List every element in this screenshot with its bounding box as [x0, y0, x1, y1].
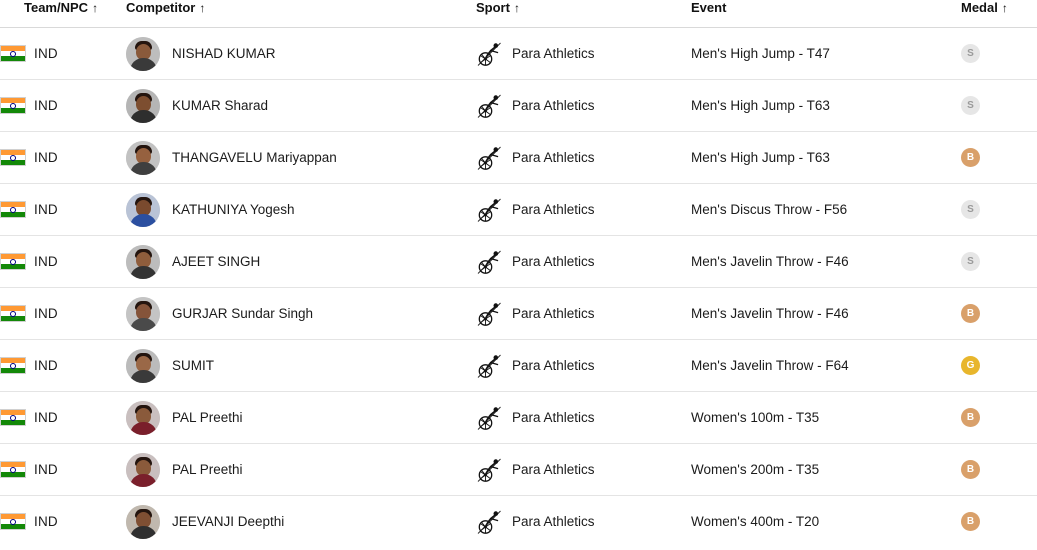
cell-event [691, 236, 961, 288]
competitor-name[interactable]: JEEVANJI Deepthi [172, 514, 285, 530]
para-athletics-icon [476, 405, 502, 431]
competitor-name[interactable]: KATHUNIYA Yogesh [172, 202, 295, 217]
column-header-team-npc[interactable] [0, 0, 126, 28]
india-flag-icon [0, 357, 26, 374]
cell-team-npc [0, 392, 126, 444]
table-row[interactable] [0, 496, 1037, 548]
event-name[interactable]: Women's 100m - T35 [691, 410, 820, 425]
cell-event [691, 444, 961, 496]
table-row[interactable] [0, 132, 1037, 184]
sort-ascending-icon[interactable]: ↑ [1001, 1, 1008, 15]
column-header-sport[interactable] [476, 0, 691, 28]
medal-badge: S [961, 252, 980, 271]
sport-name[interactable]: Para Athletics [512, 514, 595, 530]
avatar [126, 141, 160, 175]
competitor-name[interactable]: AJEET SINGH [172, 254, 261, 269]
event-name[interactable]: Men's Javelin Throw - F46 [691, 254, 849, 269]
sport-name[interactable]: Para Athletics [512, 150, 595, 165]
cell-medal [961, 80, 1037, 132]
sort-ascending-icon[interactable]: ↑ [513, 1, 520, 15]
cell-medal [961, 340, 1037, 392]
avatar [126, 89, 160, 123]
india-flag-icon [0, 253, 26, 270]
event-name[interactable]: Men's High Jump - T47 [691, 46, 830, 61]
table-row[interactable] [0, 80, 1037, 132]
event-name[interactable]: Women's 200m - T35 [691, 462, 820, 477]
cell-event [691, 28, 961, 80]
cell-sport [476, 444, 691, 496]
sport-name[interactable]: Para Athletics [512, 358, 595, 373]
india-flag-icon [0, 461, 26, 478]
column-header-event[interactable] [691, 0, 961, 28]
table-row[interactable] [0, 444, 1037, 496]
avatar [126, 505, 160, 539]
table-body [0, 28, 1037, 548]
competitor-name[interactable]: SUMIT [172, 358, 214, 373]
team-npc-code: IND [34, 514, 58, 530]
table-row[interactable] [0, 236, 1037, 288]
competitor-name[interactable]: THANGAVELU Mariyappan [172, 150, 337, 165]
cell-sport [476, 236, 691, 288]
column-header-sport-label: Sport [476, 0, 510, 15]
medal-badge: B [961, 408, 980, 427]
para-athletics-icon [476, 197, 502, 223]
team-npc-code: IND [34, 98, 58, 113]
table-row[interactable] [0, 392, 1037, 444]
sort-ascending-icon[interactable]: ↑ [92, 1, 99, 15]
avatar [126, 297, 160, 331]
competitor-name[interactable]: KUMAR Sharad [172, 98, 269, 113]
cell-medal [961, 392, 1037, 444]
cell-competitor [126, 236, 476, 288]
team-npc-code: IND [34, 150, 58, 165]
cell-sport [476, 184, 691, 236]
competitor-name[interactable]: PAL Preethi [172, 462, 243, 477]
cell-team-npc [0, 80, 126, 132]
medal-badge: S [961, 96, 980, 115]
cell-competitor [126, 392, 476, 444]
avatar [126, 245, 160, 279]
sport-name[interactable]: Para Athletics [512, 202, 595, 217]
para-athletics-icon [476, 353, 502, 379]
cell-competitor [126, 132, 476, 184]
medal-badge: S [961, 200, 980, 219]
sport-name[interactable]: Para Athletics [512, 306, 595, 321]
cell-sport [476, 340, 691, 392]
cell-event [691, 80, 961, 132]
cell-medal [961, 28, 1037, 80]
event-name[interactable]: Men's High Jump - T63 [691, 98, 830, 113]
medal-badge: B [961, 460, 980, 479]
column-header-competitor-label: Competitor [126, 0, 196, 15]
india-flag-icon [0, 149, 26, 166]
column-header-medal[interactable] [961, 0, 1037, 28]
sport-name[interactable]: Para Athletics [512, 46, 595, 61]
cell-sport [476, 28, 691, 80]
avatar [126, 453, 160, 487]
team-npc-code: IND [34, 358, 58, 373]
para-athletics-icon [476, 41, 502, 67]
cell-sport [476, 80, 691, 132]
table-row[interactable] [0, 184, 1037, 236]
cell-team-npc [0, 236, 126, 288]
cell-team-npc [0, 444, 126, 496]
table-header [0, 0, 1037, 28]
event-name[interactable]: Men's High Jump - T63 [691, 150, 830, 165]
medal-badge: S [961, 44, 980, 63]
table-row[interactable] [0, 288, 1037, 340]
avatar [126, 37, 160, 71]
medal-badge: G [961, 356, 980, 375]
cell-team-npc [0, 132, 126, 184]
cell-event [691, 288, 961, 340]
column-header-team-npc-label: Team/NPC [24, 0, 89, 15]
para-athletics-icon [476, 509, 502, 535]
india-flag-icon [0, 305, 26, 322]
cell-team-npc [0, 28, 126, 80]
cell-sport [476, 392, 691, 444]
cell-medal [961, 444, 1037, 496]
avatar [126, 193, 160, 227]
cell-event [691, 496, 961, 548]
medal-badge: B [961, 148, 980, 167]
para-athletics-icon [476, 249, 502, 275]
cell-event [691, 392, 961, 444]
cell-sport [476, 132, 691, 184]
column-header-event-label: Event [691, 0, 727, 15]
team-npc-code: IND [34, 254, 58, 269]
sport-name[interactable]: Para Athletics [512, 410, 595, 425]
competitor-name[interactable]: NISHAD KUMAR [172, 46, 276, 61]
team-npc-code: IND [34, 306, 58, 321]
para-athletics-icon [476, 457, 502, 483]
table-row[interactable] [0, 340, 1037, 392]
avatar [126, 349, 160, 383]
india-flag-icon [0, 513, 26, 530]
cell-sport [476, 496, 691, 548]
medal-badge: B [961, 304, 980, 323]
avatar [126, 401, 160, 435]
cell-medal [961, 288, 1037, 340]
india-flag-icon [0, 409, 26, 426]
cell-team-npc [0, 288, 126, 340]
table-header-row [0, 0, 1037, 28]
sport-name[interactable]: Para Athletics [512, 254, 595, 269]
para-athletics-icon [476, 93, 502, 119]
event-name[interactable]: Women's 400m - T20 [691, 514, 820, 530]
cell-team-npc [0, 496, 126, 548]
cell-competitor [126, 496, 476, 548]
event-name[interactable]: Men's Discus Throw - F56 [691, 202, 848, 217]
cell-medal [961, 184, 1037, 236]
team-npc-code: IND [34, 46, 58, 61]
column-header-medal-label: Medal [961, 0, 998, 15]
team-npc-code: IND [34, 202, 58, 217]
competitor-name[interactable]: PAL Preethi [172, 410, 243, 425]
cell-event [691, 340, 961, 392]
cell-medal [961, 496, 1037, 548]
cell-event [691, 184, 961, 236]
event-name[interactable]: Men's Javelin Throw - F46 [691, 306, 849, 321]
cell-competitor [126, 28, 476, 80]
cell-competitor [126, 80, 476, 132]
team-npc-code: IND [34, 462, 58, 477]
sport-name[interactable]: Para Athletics [512, 98, 595, 113]
cell-team-npc [0, 184, 126, 236]
team-npc-code: IND [34, 410, 58, 425]
cell-medal [961, 132, 1037, 184]
india-flag-icon [0, 201, 26, 218]
column-header-competitor[interactable] [126, 0, 476, 28]
cell-medal [961, 236, 1037, 288]
cell-competitor [126, 340, 476, 392]
india-flag-icon [0, 45, 26, 62]
table-row[interactable] [0, 28, 1037, 80]
medal-badge: B [961, 512, 980, 531]
event-name[interactable]: Men's Javelin Throw - F64 [691, 358, 849, 373]
para-athletics-icon [476, 301, 502, 327]
india-flag-icon [0, 97, 26, 114]
cell-sport [476, 288, 691, 340]
sort-ascending-icon[interactable]: ↑ [199, 1, 206, 15]
cell-competitor [126, 444, 476, 496]
cell-competitor [126, 288, 476, 340]
para-athletics-icon [476, 145, 502, 171]
cell-event [691, 132, 961, 184]
cell-team-npc [0, 340, 126, 392]
competitor-name[interactable]: GURJAR Sundar Singh [172, 306, 314, 321]
cell-competitor [126, 184, 476, 236]
sport-name[interactable]: Para Athletics [512, 462, 595, 477]
